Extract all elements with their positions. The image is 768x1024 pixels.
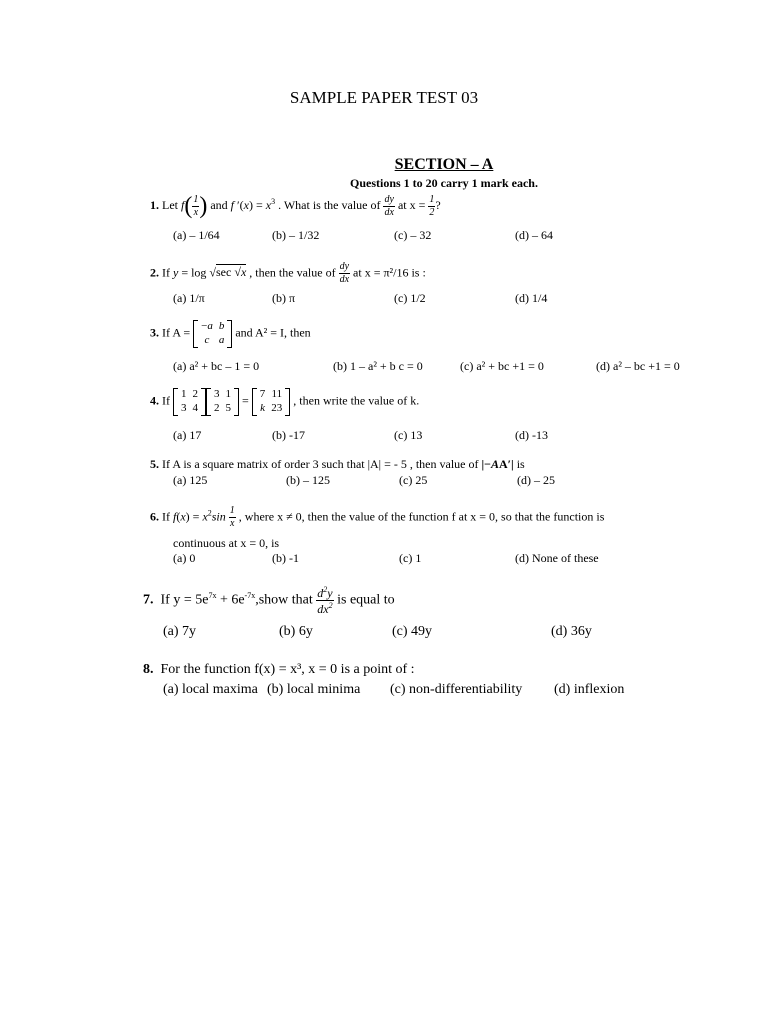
q3-option-a[interactable]: (a) a² + bc – 1 = 0 [173,359,260,373]
q7-option-a[interactable]: (a) 7y [163,624,197,639]
q6-option-b[interactable]: (b) -1 [272,551,299,565]
q7-option-d[interactable]: (d) 36y [551,624,592,639]
q2-option-d[interactable]: (d) 1/4 [515,291,548,305]
q1-option-d[interactable]: (d) – 64 [515,228,553,242]
question-7: 7. If $y = 5e^{7x}$ + $6e^{-7x},show$ that $\frac{d^2y}{dx^2}$ is equal to [143,585,395,616]
q5-option-c[interactable]: (c) 25 [399,473,428,487]
q7-option-c[interactable]: (c) 49y [392,624,433,639]
q3-option-c[interactable]: (c) a² + bc +1 = 0 [460,359,544,373]
question-5: 5. If A is a square matrix of order 3 such that |A| = - 5 , then value of |−AA′| is [150,457,525,471]
q2-option-c[interactable]: (c) 1/2 [394,291,426,305]
section-heading: SECTION – A [394,156,494,173]
q5-option-d[interactable]: (d) – 25 [517,473,555,487]
q8-option-d[interactable]: (d) inflexion [554,682,625,697]
page-title: SAMPLE PAPER TEST 03 [289,88,479,107]
q4-option-d[interactable]: (d) -13 [515,428,548,442]
question-8: 8. For the function f(x) = x³, x = 0 is a point of : [143,662,415,677]
q6-option-d[interactable]: (d) None of these [515,551,599,565]
q1-option-b[interactable]: (b) – 1/32 [272,228,320,242]
question-6-continued: continuous at x = 0, is [173,536,280,550]
q5-option-a[interactable]: (a) 125 [173,473,208,487]
q6-option-c[interactable]: (c) 1 [399,551,422,565]
question-2: 2. If y = log √sec √x , then the value of $\frac{dy}{dx}$ at x = π²/16 is : [150,261,426,285]
q5-option-b[interactable]: (b) – 125 [286,473,330,487]
question-6: 6. If $f(x) = x^2\sin$ $\frac{1}{x}$ , where x ≠ 0, then the value of the function f at x = 0, so that the function is [150,505,605,529]
q8-option-a[interactable]: (a) local maxima [163,682,258,697]
q4-option-a[interactable]: (a) 17 [173,428,202,442]
q4-option-c[interactable]: (c) 13 [394,428,423,442]
q2-option-a[interactable]: (a) 1/π [173,291,205,305]
q3-option-d[interactable]: (d) a² – bc +1 = 0 [596,359,680,373]
q8-option-b[interactable]: (b) local minima [267,682,361,697]
q1-option-c[interactable]: (c) – 32 [394,228,432,242]
section-instructions: Questions 1 to 20 carry 1 mark each. [350,176,538,190]
q2-option-b[interactable]: (b) π [272,291,296,305]
question-1: 1. Let f( $\frac{1}{x}$ ) and f $'(x) = x^3$ . What is the value of $\frac{dy}{dx}$ at x = $\frac{1}{2}$ ? [150,193,441,219]
q6-option-a[interactable]: (a) 0 [173,551,196,565]
q3-option-b[interactable]: (b) 1 – a² + b c = 0 [333,359,423,373]
question-4: 4. If 1 2 3 4 3 1 2 5 = 7 11 k 23 , then write the value of k. [150,388,420,414]
q4-option-b[interactable]: (b) -17 [272,428,305,442]
q7-option-b[interactable]: (b) 6y [279,624,313,639]
q8-option-c[interactable]: (c) non-differentiability [390,682,523,697]
q1-option-a[interactable]: (a) – 1/64 [173,228,220,242]
question-3: 3. If A = −a b c a and A² = I, then [150,320,311,346]
